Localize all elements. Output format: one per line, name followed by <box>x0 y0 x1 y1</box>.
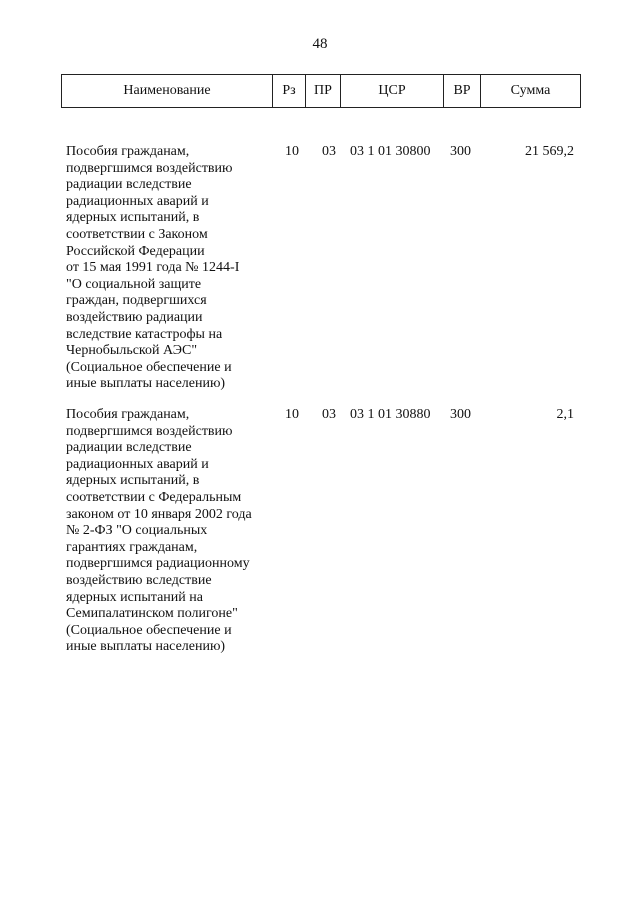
row-name: Пособия гражданам, подвергшимся воздействию радиации вследствие радиационных аварий и ядерных испытаний, в соответствии с Законом Российской Федерации от 15 мая 1991 года № 1244-I "О социальной защите граждан, подвергшихся воздействию радиации вследствие катастрофы на Чернобыльской АЭС" (Социальное обеспечение и иные выплаты населению) <box>66 144 240 392</box>
table-header <box>61 74 581 108</box>
header-name: Наименование <box>62 75 273 107</box>
header-pr: ПР <box>306 75 341 107</box>
row-sum: 2,1 <box>556 407 574 422</box>
header-csr: ЦСР <box>341 75 444 107</box>
row-pr: 03 <box>322 144 336 159</box>
header-sum: Сумма <box>510 83 551 98</box>
row-csr: 03 1 01 30800 <box>350 144 431 159</box>
row-pr: 03 <box>322 407 336 422</box>
row-rz: 10 <box>285 144 299 159</box>
row-vr: 300 <box>450 144 471 159</box>
row-vr: 300 <box>450 407 471 422</box>
header-vr: ВР <box>444 75 481 107</box>
header-rz: Рз <box>273 75 306 107</box>
page-number: 48 <box>312 36 328 52</box>
row-csr: 03 1 01 30880 <box>350 407 431 422</box>
row-sum: 21 569,2 <box>525 144 574 159</box>
row-name: Пособия гражданам, подвергшимся воздействию радиации вследствие радиационных аварий и ядерных испытаний, в соответствии с Федеральным законом от 10 января 2002 года № 2-ФЗ "О социальных гарантиях гражданам, подвергшимся радиационному воздействию вследствие ядерных испытаний на Семипалатинском полигоне" (Социальное обеспечение и иные выплаты населению) <box>66 407 252 655</box>
row-rz: 10 <box>285 407 299 422</box>
